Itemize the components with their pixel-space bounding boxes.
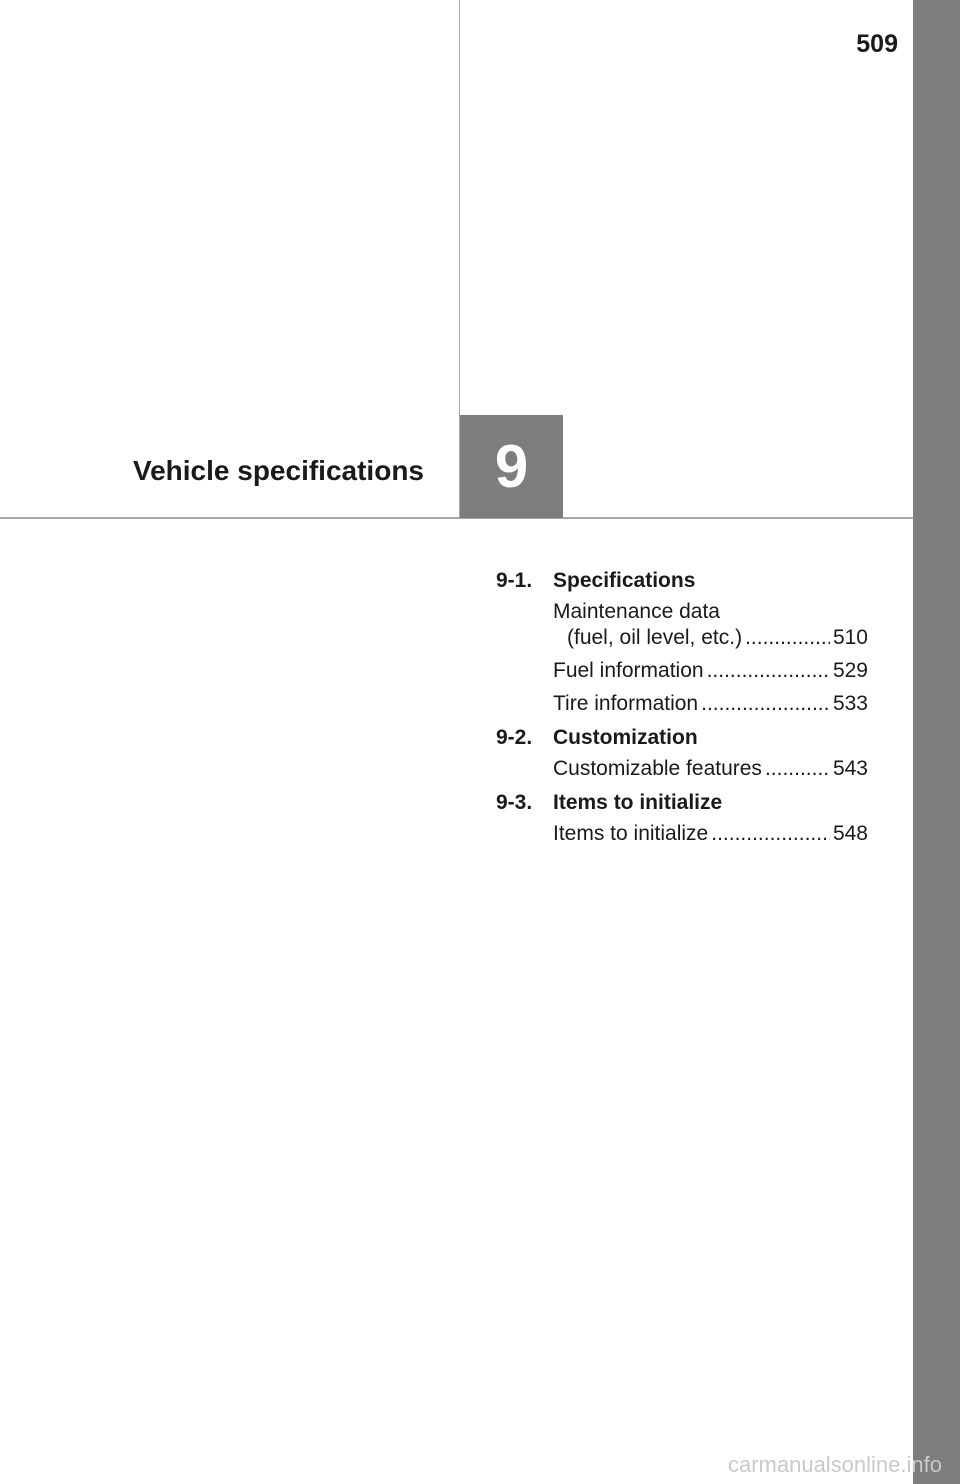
section-heading [496,568,868,594]
entry-page: 543 [832,757,868,780]
toc-entry-tire-information[interactable] [553,691,868,717]
entry-title: Customizable features [553,757,762,780]
entry-page: 533 [832,692,868,715]
dot-leader [707,658,830,684]
entry-title: Items to initialize [553,822,709,845]
entry-title: Maintenance data [553,600,720,623]
section-title: Items to initialize [553,791,723,814]
side-tab-bar [913,0,960,1484]
chapter-number: 9 [494,433,529,500]
section-title: Specifications [553,569,696,592]
entry-page: 529 [832,659,868,682]
watermark: carmanualsonline.info [727,1452,942,1477]
entry-subtitle: (fuel, oil level, etc.) [567,626,743,649]
chapter-number-box [460,415,563,518]
entry-page: 510 [832,626,868,649]
section-title: Customization [553,726,698,749]
entry-page: 548 [832,822,868,845]
table-of-contents [496,568,868,855]
toc-entry-fuel-information[interactable] [553,658,868,684]
entry-title: Fuel information [553,659,704,682]
page-number: 509 [856,30,898,58]
toc-section-customization [496,725,868,782]
toc-section-items-to-initialize [496,790,868,847]
chapter-title: Vehicle specifications [132,455,424,486]
section-number: 9-1. [496,569,533,592]
dot-leader [701,691,830,717]
toc-entry-maintenance-data[interactable] [553,599,868,651]
toc-section-specifications [496,568,868,717]
entry-title: Tire information [553,692,699,715]
section-number: 9-2. [496,726,533,749]
section-number: 9-3. [496,791,533,814]
dot-leader [711,821,830,847]
horizontal-divider [0,517,913,519]
section-heading [496,725,868,751]
toc-entry-items-to-initialize[interactable] [553,821,868,847]
dot-leader [745,625,830,651]
toc-entry-customizable-features[interactable] [553,756,868,782]
section-heading [496,790,868,816]
dot-leader [765,756,830,782]
